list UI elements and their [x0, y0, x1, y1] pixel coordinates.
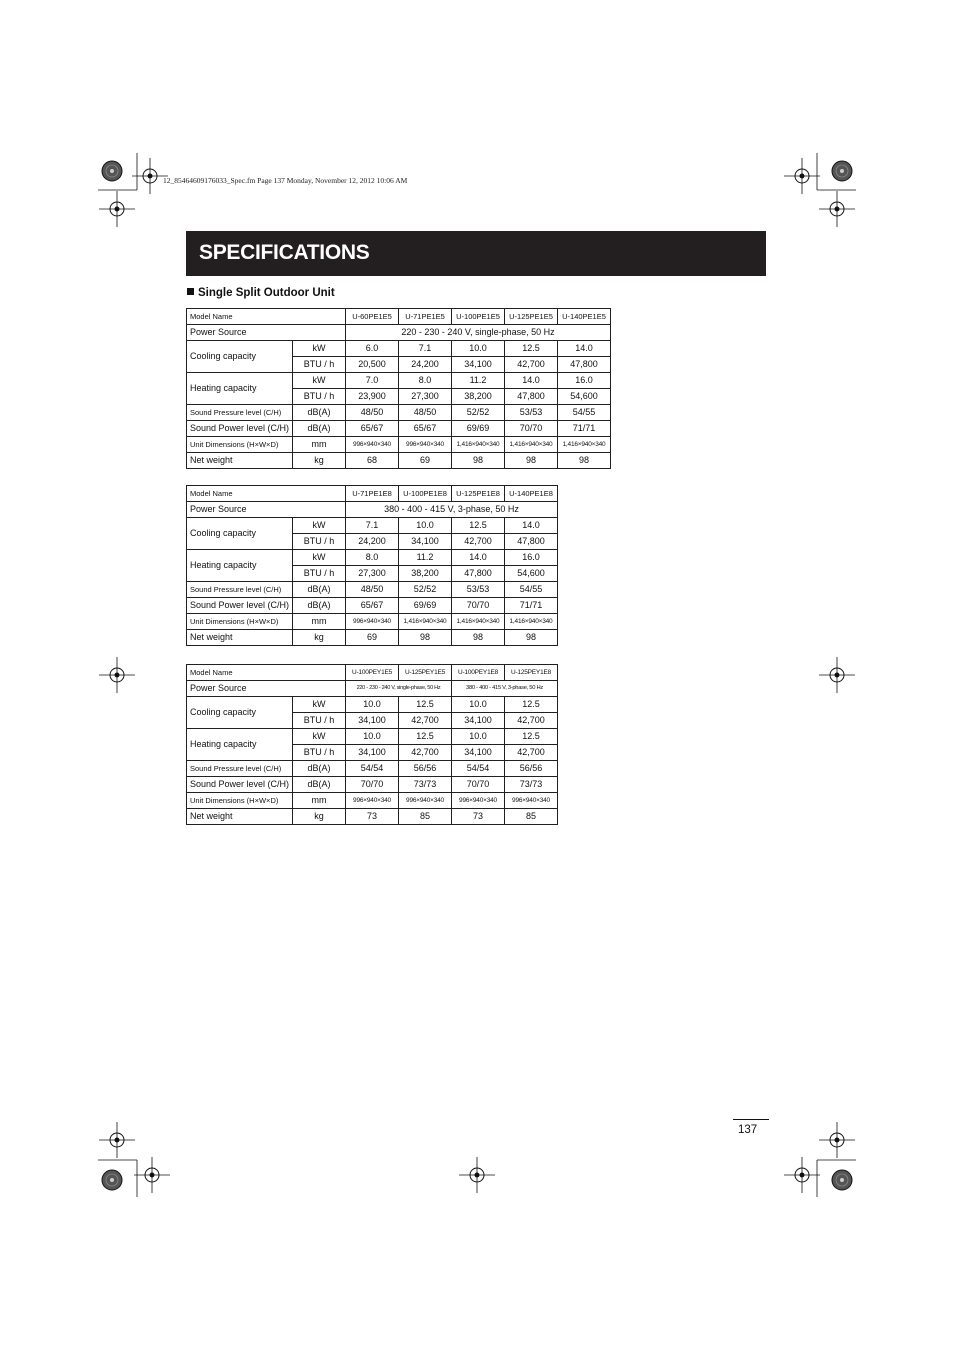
value-cell: 73/73: [399, 777, 452, 793]
value-cell: 65/67: [346, 598, 399, 614]
value-cell: 69/69: [399, 598, 452, 614]
value-cell: 996×940×340: [452, 793, 505, 809]
value-cell: 16.0: [505, 550, 558, 566]
unit-mm: mm: [293, 437, 346, 453]
power-source-value: 380 - 400 - 415 V, 3-phase, 50 Hz: [452, 681, 558, 697]
model-cell: U-100PEY1E5: [346, 665, 399, 681]
value-cell: 54/55: [505, 582, 558, 598]
value-cell: 56/56: [505, 761, 558, 777]
label-heating-capacity: Heating capacity: [187, 373, 293, 405]
unit-kw: kW: [293, 729, 346, 745]
value-cell: 54,600: [558, 389, 611, 405]
unit-dba: dB(A): [293, 405, 346, 421]
label-cooling-capacity: Cooling capacity: [187, 341, 293, 373]
value-cell: 52/52: [452, 405, 505, 421]
model-cell: U-71PE1E5: [399, 309, 452, 325]
value-cell: 27,300: [399, 389, 452, 405]
label-power-source: Power Source: [187, 325, 346, 341]
value-cell: 24,200: [399, 357, 452, 373]
label-power-source: Power Source: [187, 681, 346, 697]
label-cooling-capacity: Cooling capacity: [187, 518, 293, 550]
model-cell: U-125PEY1E5: [399, 665, 452, 681]
unit-kg: kg: [293, 809, 346, 825]
unit-dba: dB(A): [293, 761, 346, 777]
unit-mm: mm: [293, 614, 346, 630]
table-row: [187, 598, 558, 614]
table-row: [187, 681, 558, 697]
power-source-value: 220 - 230 - 240 V, single-phase, 50 Hz: [346, 325, 611, 341]
value-cell: 1,416×940×340: [452, 614, 505, 630]
unit-kw: kW: [293, 550, 346, 566]
table-row: [187, 437, 611, 453]
model-cell: U-140PE1E8: [505, 486, 558, 502]
value-cell: 98: [505, 630, 558, 646]
value-cell: 69: [399, 453, 452, 469]
table-row: [187, 614, 558, 630]
model-cell: U-100PE1E5: [452, 309, 505, 325]
value-cell: 85: [399, 809, 452, 825]
value-cell: 54/55: [558, 405, 611, 421]
model-cell: U-71PE1E8: [346, 486, 399, 502]
value-cell: 12.5: [452, 518, 505, 534]
label-unit-dimensions: Unit Dimensions (H×W×D): [187, 437, 293, 453]
value-cell: 7.0: [346, 373, 399, 389]
value-cell: 996×940×340: [346, 437, 399, 453]
value-cell: 34,100: [452, 357, 505, 373]
value-cell: 996×940×340: [399, 437, 452, 453]
value-cell: 98: [452, 453, 505, 469]
value-cell: 38,200: [452, 389, 505, 405]
value-cell: 16.0: [558, 373, 611, 389]
value-cell: 53/53: [505, 405, 558, 421]
label-power-source: Power Source: [187, 502, 346, 518]
value-cell: 12.5: [505, 341, 558, 357]
value-cell: 47,800: [452, 566, 505, 582]
value-cell: 54/54: [452, 761, 505, 777]
value-cell: 10.0: [346, 729, 399, 745]
value-cell: 7.1: [346, 518, 399, 534]
table-row: [187, 761, 558, 777]
table-row: [187, 518, 558, 534]
unit-btu: BTU / h: [293, 713, 346, 729]
value-cell: 10.0: [346, 697, 399, 713]
table-row: [187, 486, 558, 502]
label-unit-dimensions: Unit Dimensions (H×W×D): [187, 614, 293, 630]
value-cell: 6.0: [346, 341, 399, 357]
value-cell: 47,800: [505, 389, 558, 405]
value-cell: 98: [452, 630, 505, 646]
value-cell: 42,700: [452, 534, 505, 550]
model-cell: U-100PEY1E8: [452, 665, 505, 681]
table-row: [187, 809, 558, 825]
value-cell: 14.0: [558, 341, 611, 357]
value-cell: 70/70: [346, 777, 399, 793]
label-sound-power: Sound Power level (C/H): [187, 598, 293, 614]
value-cell: 52/52: [399, 582, 452, 598]
table-row: [187, 697, 558, 713]
label-sound-power: Sound Power level (C/H): [187, 421, 293, 437]
label-net-weight: Net weight: [187, 630, 293, 646]
page-number: 137: [738, 1124, 758, 1136]
value-cell: 24,200: [346, 534, 399, 550]
spec-table-2: [186, 485, 558, 646]
model-cell: U-60PE1E5: [346, 309, 399, 325]
value-cell: 98: [558, 453, 611, 469]
value-cell: 11.2: [399, 550, 452, 566]
unit-btu: BTU / h: [293, 357, 346, 373]
value-cell: 48/50: [346, 405, 399, 421]
power-source-value: 380 - 400 - 415 V, 3-phase, 50 Hz: [346, 502, 558, 518]
value-cell: 996×940×340: [346, 793, 399, 809]
value-cell: 12.5: [399, 729, 452, 745]
unit-btu: BTU / h: [293, 534, 346, 550]
section-heading: [187, 287, 335, 299]
unit-dba: dB(A): [293, 421, 346, 437]
label-unit-dimensions: Unit Dimensions (H×W×D): [187, 793, 293, 809]
label-model-name: Model Name: [187, 309, 346, 325]
value-cell: 47,800: [558, 357, 611, 373]
table-row: [187, 729, 558, 745]
label-heating-capacity: Heating capacity: [187, 550, 293, 582]
value-cell: 12.5: [505, 697, 558, 713]
label-net-weight: Net weight: [187, 809, 293, 825]
table-row: [187, 777, 558, 793]
model-cell: U-125PEY1E8: [505, 665, 558, 681]
page-number-rule: [733, 1119, 769, 1120]
square-bullet-icon: [187, 288, 194, 295]
value-cell: 56/56: [399, 761, 452, 777]
value-cell: 71/71: [558, 421, 611, 437]
value-cell: 34,100: [452, 713, 505, 729]
unit-mm: mm: [293, 793, 346, 809]
value-cell: 34,100: [346, 713, 399, 729]
value-cell: 42,700: [505, 713, 558, 729]
value-cell: 8.0: [346, 550, 399, 566]
table-row: [187, 502, 558, 518]
value-cell: 14.0: [505, 373, 558, 389]
value-cell: 34,100: [399, 534, 452, 550]
value-cell: 10.0: [399, 518, 452, 534]
unit-btu: BTU / h: [293, 389, 346, 405]
value-cell: 1,416×940×340: [505, 437, 558, 453]
value-cell: 70/70: [505, 421, 558, 437]
table-row: [187, 341, 611, 357]
value-cell: 54/54: [346, 761, 399, 777]
value-cell: 34,100: [452, 745, 505, 761]
unit-btu: BTU / h: [293, 566, 346, 582]
value-cell: 69: [346, 630, 399, 646]
table-row: [187, 453, 611, 469]
value-cell: 27,300: [346, 566, 399, 582]
value-cell: 14.0: [452, 550, 505, 566]
value-cell: 68: [346, 453, 399, 469]
page-title: SPECIFICATIONS: [199, 241, 370, 264]
value-cell: 996×940×340: [505, 793, 558, 809]
value-cell: 54,600: [505, 566, 558, 582]
value-cell: 38,200: [399, 566, 452, 582]
value-cell: 70/70: [452, 598, 505, 614]
value-cell: 14.0: [505, 518, 558, 534]
unit-kg: kg: [293, 630, 346, 646]
table-row: [187, 582, 558, 598]
value-cell: 98: [399, 630, 452, 646]
value-cell: 98: [505, 453, 558, 469]
value-cell: 73: [346, 809, 399, 825]
unit-kg: kg: [293, 453, 346, 469]
value-cell: 996×940×340: [346, 614, 399, 630]
value-cell: 73/73: [505, 777, 558, 793]
section-title: Single Split Outdoor Unit: [198, 287, 335, 299]
label-model-name: Model Name: [187, 486, 346, 502]
unit-kw: kW: [293, 373, 346, 389]
value-cell: 1,416×940×340: [452, 437, 505, 453]
value-cell: 34,100: [346, 745, 399, 761]
value-cell: 69/69: [452, 421, 505, 437]
unit-kw: kW: [293, 518, 346, 534]
value-cell: 42,700: [505, 357, 558, 373]
table-row: [187, 550, 558, 566]
value-cell: 70/70: [452, 777, 505, 793]
label-sound-power: Sound Power level (C/H): [187, 777, 293, 793]
table-row: [187, 793, 558, 809]
table-row: [187, 373, 611, 389]
value-cell: 23,900: [346, 389, 399, 405]
spec-table-1: [186, 308, 611, 469]
label-sound-pressure: Sound Pressure level (C/H): [187, 761, 293, 777]
label-sound-pressure: Sound Pressure level (C/H): [187, 582, 293, 598]
value-cell: 12.5: [505, 729, 558, 745]
value-cell: 20,500: [346, 357, 399, 373]
unit-dba: dB(A): [293, 582, 346, 598]
value-cell: 996×940×340: [399, 793, 452, 809]
label-heating-capacity: Heating capacity: [187, 729, 293, 761]
value-cell: 10.0: [452, 729, 505, 745]
value-cell: 65/67: [346, 421, 399, 437]
value-cell: 42,700: [505, 745, 558, 761]
value-cell: 85: [505, 809, 558, 825]
value-cell: 65/67: [399, 421, 452, 437]
value-cell: 48/50: [346, 582, 399, 598]
title-banner: [186, 231, 766, 276]
value-cell: 1,416×940×340: [558, 437, 611, 453]
value-cell: 42,700: [399, 713, 452, 729]
unit-btu: BTU / h: [293, 745, 346, 761]
table-row: [187, 325, 611, 341]
table-row: [187, 665, 558, 681]
value-cell: 47,800: [505, 534, 558, 550]
model-cell: U-140PE1E5: [558, 309, 611, 325]
value-cell: 1,416×940×340: [399, 614, 452, 630]
value-cell: 7.1: [399, 341, 452, 357]
label-net-weight: Net weight: [187, 453, 293, 469]
table-row: [187, 309, 611, 325]
spec-table-3: [186, 664, 558, 825]
table-row: [187, 630, 558, 646]
unit-kw: kW: [293, 341, 346, 357]
unit-dba: dB(A): [293, 598, 346, 614]
value-cell: 12.5: [399, 697, 452, 713]
value-cell: 71/71: [505, 598, 558, 614]
value-cell: 10.0: [452, 697, 505, 713]
value-cell: 10.0: [452, 341, 505, 357]
file-info: 12_85464609176033_Spec.fm Page 137 Monday, November 12, 2012 10:06 AM: [163, 176, 408, 185]
value-cell: 53/53: [452, 582, 505, 598]
model-cell: U-125PE1E8: [452, 486, 505, 502]
value-cell: 48/50: [399, 405, 452, 421]
value-cell: 1,416×940×340: [505, 614, 558, 630]
table-row: [187, 421, 611, 437]
label-cooling-capacity: Cooling capacity: [187, 697, 293, 729]
unit-kw: kW: [293, 697, 346, 713]
power-source-value: 220 - 230 - 240 V, single-phase, 50 Hz: [346, 681, 452, 697]
label-sound-pressure: Sound Pressure level (C/H): [187, 405, 293, 421]
value-cell: 8.0: [399, 373, 452, 389]
label-model-name: Model Name: [187, 665, 346, 681]
value-cell: 11.2: [452, 373, 505, 389]
value-cell: 73: [452, 809, 505, 825]
model-cell: U-100PE1E8: [399, 486, 452, 502]
table-row: [187, 405, 611, 421]
unit-dba: dB(A): [293, 777, 346, 793]
model-cell: U-125PE1E5: [505, 309, 558, 325]
value-cell: 42,700: [399, 745, 452, 761]
